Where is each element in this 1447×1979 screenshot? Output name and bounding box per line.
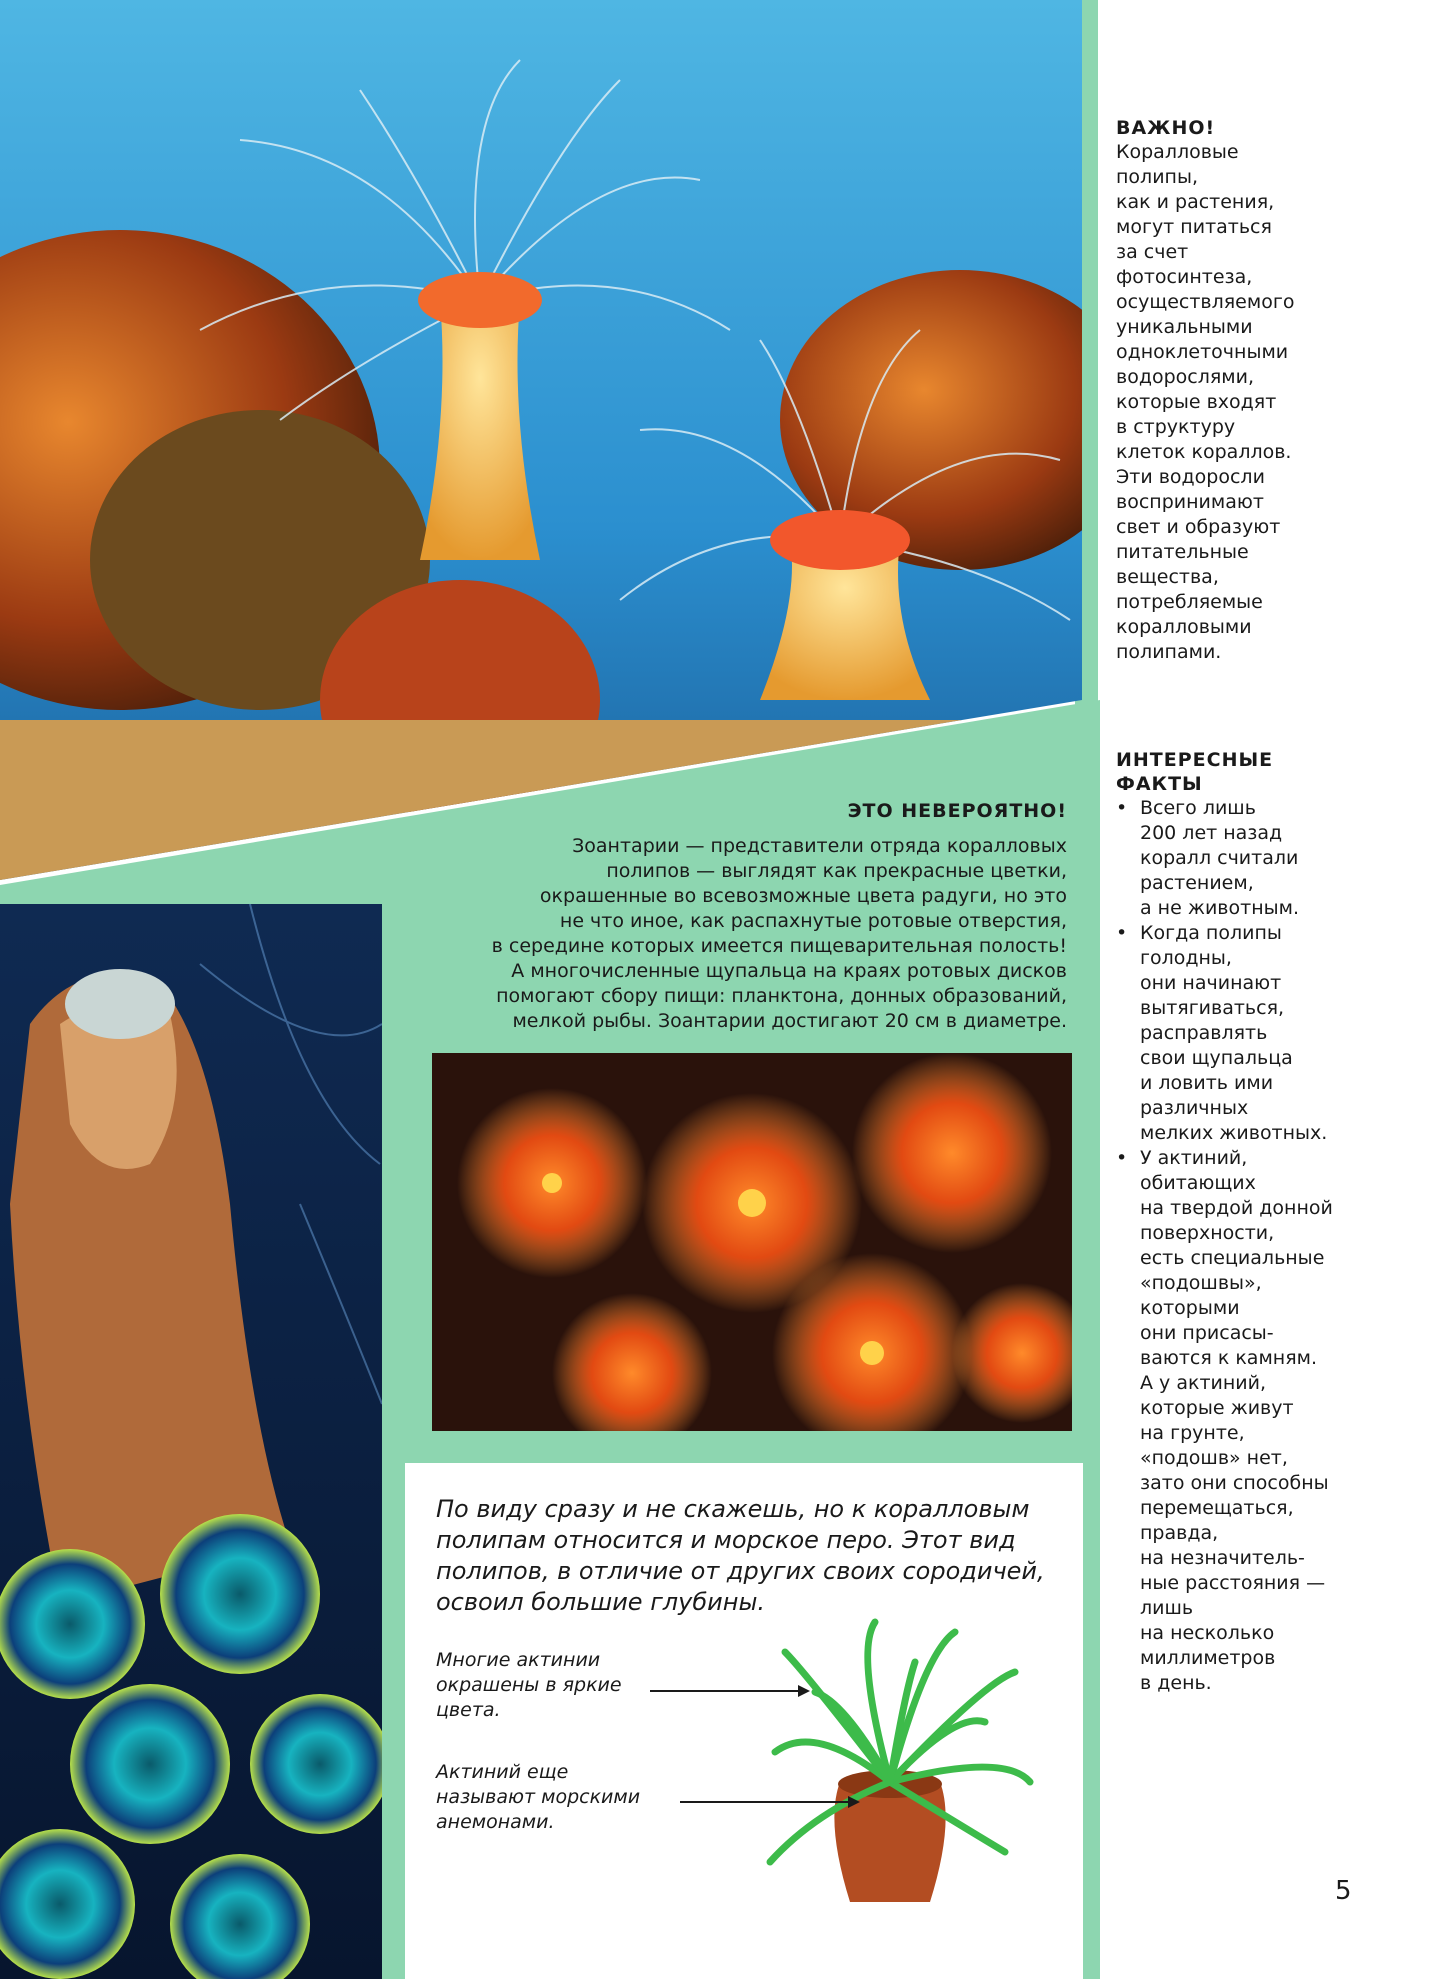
facts-title: ИНТЕРЕСНЫЕ ФАКТЫ	[1116, 749, 1274, 795]
amazing-block	[395, 800, 1067, 1034]
amazing-title: ЭТО НЕВЕРОЯТНО!	[847, 800, 1067, 822]
callout-text: По виду сразу и не скажешь, но к коралловым полипам относится и морское перо. Этот вид полипов, в отличие от других своих сородичей, освоил большие глубины.	[436, 1495, 1045, 1616]
facts-block	[1116, 748, 1441, 1696]
fact-item: • У актиний, обитающих на твердой донной поверхности, есть специальные «подошвы», которыми они присасы- ваются к камням. А у актиний, которые живут на грунте, «подошв» нет, зато они способны перемещаться, правда, на незначитель- ные расстояния — лишь на несколько миллиметров в день.	[1116, 1146, 1441, 1696]
fact-item: • Когда полипы голодны, они начинают вытягиваться, расправлять свои щупальца и ловить ими различных мелких животных.	[1116, 921, 1441, 1146]
zoantharia-photo	[432, 1053, 1072, 1431]
anemone-illustration	[755, 1612, 1035, 1912]
important-text: Коралловые полипы, как и растения, могут питаться за счет фотосинтеза, осуществляемого уникальными одноклеточными водорослями, которые входят в структуру клеток кораллов. Эти водоросли воспринимают свет и образуют питательные вещества, потребляемые коралловыми полипами.	[1116, 141, 1295, 663]
note-sea-anemones: Актиний еще называют морскими анемонами.	[436, 1761, 641, 1833]
amazing-text: Зоантарии — представители отряда коралловых полипов — выглядят как прекрасные цветки, окрашенные во всевозможные цвета радуги, но это не что иное, как распахнутые ротовые отверстия, в середине которых имеется пищеварительная полость! А многочисленные щупальца на краях ротовых дисков помогают сбору пищи: планктона, донных образований, мелкой рыбы. Зоантарии достигают 20 см в диаметре.	[491, 835, 1067, 1032]
page-number: 5	[1335, 1876, 1352, 1906]
fact-item: • Всего лишь 200 лет назад коралл считали растением, а не животным.	[1116, 796, 1441, 921]
arrow-right-icon	[680, 1795, 860, 1809]
facts-list	[1116, 796, 1441, 1696]
anemone-photo	[0, 0, 1082, 880]
note-bright-colors: Многие актинии окрашены в яркие цвета.	[436, 1649, 622, 1721]
sea-cucumber-photo	[0, 904, 382, 1979]
important-title: ВАЖНО!	[1116, 117, 1216, 139]
important-block	[1116, 116, 1436, 665]
